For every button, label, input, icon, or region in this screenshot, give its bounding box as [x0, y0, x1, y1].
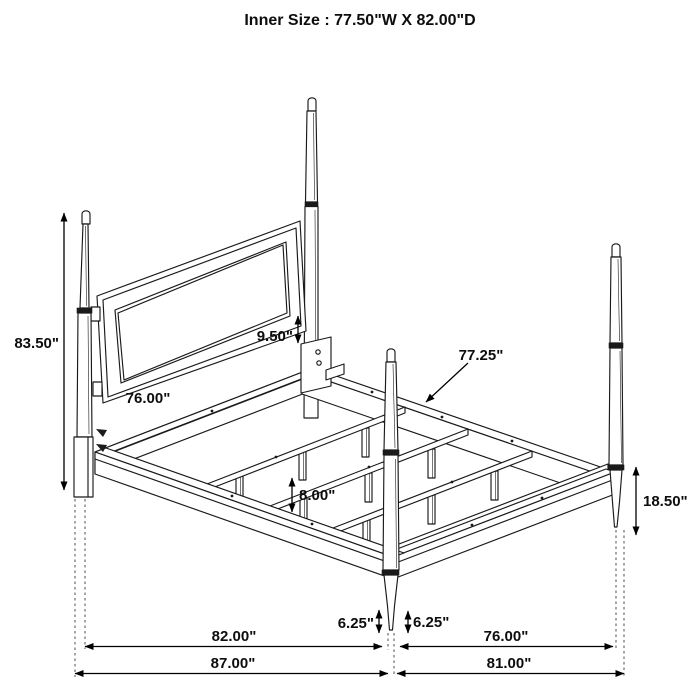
dim-label-headboard-width: 76.00"	[125, 390, 171, 407]
headboard-bracket	[93, 382, 102, 396]
leader-line-slat-width	[426, 363, 468, 402]
dim-label-headboard-to-rail: 9.50"	[256, 328, 293, 345]
dim-label-inner-width: 76.00"	[483, 628, 529, 645]
dimension-annotations	[14, 213, 687, 674]
dim-label-foot-taper-right: 6.25"	[413, 614, 450, 631]
dim-label-overall-depth: 87.00"	[210, 655, 256, 672]
dim-label-leg-height: 8.00"	[299, 487, 336, 504]
dim-label-slat-width: 77.25"	[458, 347, 504, 364]
dim-label-post-height: 83.50"	[14, 335, 59, 352]
headboard	[97, 221, 306, 403]
footboard-post-front	[382, 349, 399, 630]
pointer-headboard-width	[96, 429, 107, 437]
diagram-title: Inner Size : 77.50"W X 82.00"D	[244, 12, 476, 29]
dim-label-foot-post-height: 18.50"	[643, 493, 688, 510]
headboard-bracket	[91, 307, 100, 321]
dim-label-overall-width: 81.00"	[486, 655, 532, 672]
dim-label-inner-depth: 82.00"	[211, 628, 257, 645]
dim-label-foot-taper-left: 6.25"	[337, 615, 374, 632]
